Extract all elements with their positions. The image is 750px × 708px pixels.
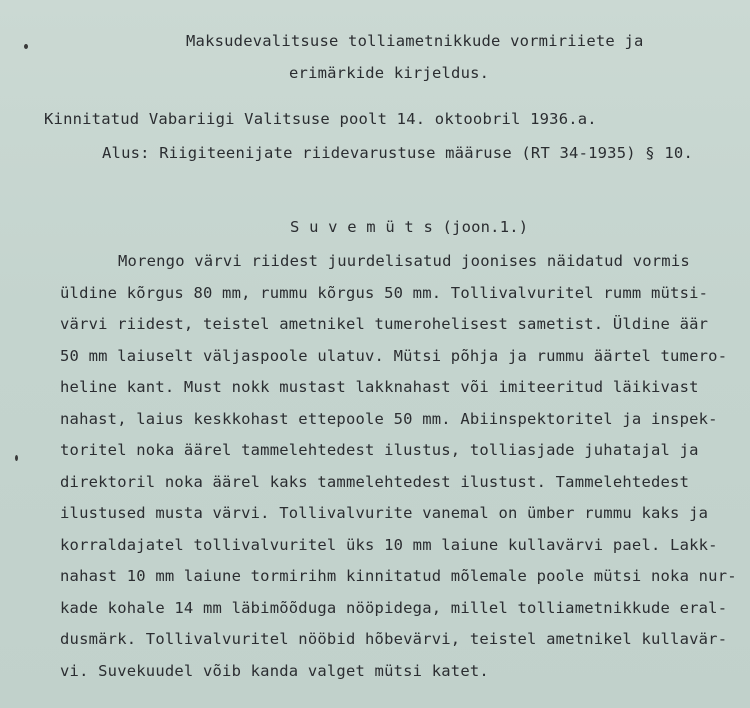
paragraph-line: ilustused musta värvi. Tollivalvurite vanemal on ümber rummu kaks ja <box>60 504 709 522</box>
paragraph-line: vi. Suvekuudel võib kanda valget mütsi katet. <box>60 661 489 680</box>
paragraph-line: nahast, laius keskkohast ettepoole 50 mm. Abiinspektoritel ja inspek- <box>60 409 718 428</box>
ink-spot <box>24 44 28 49</box>
paragraph-line: kade kohale 14 mm läbimõõduga nööpidega, millel tolliametnikkude eral- <box>60 598 728 617</box>
paragraph-line: nahast 10 mm laiune tormirihm kinnitatud mõlemale poole mütsi noka nur- <box>60 567 737 585</box>
paragraph-line: toritel noka äärel tammelehtedest ilustus, tolliasjade juhatajal ja <box>60 441 699 459</box>
legal-basis-line: Alus: Riigiteenijate riidevarustuse määruse (RT 34-1935) § 10. <box>102 144 693 162</box>
paragraph-line: korraldajatel tollivalvuritel üks 10 mm laiune kullavärvi pael. Lakk- <box>60 535 718 554</box>
section-title: S u v e m ü t s (joon.1.) <box>290 218 529 236</box>
paragraph-line: üldine kõrgus 80 mm, rummu kõrgus 50 mm. Tollivalvuritel rumm mütsi- <box>60 283 709 302</box>
paragraph-line: dusmärk. Tollivalvuritel nööbid hõbevärvi, teistel ametnikel kullavär- <box>60 630 728 648</box>
paragraph-line: heline kant. Must nokk mustast lakknahast või imiteeritud läikivast <box>60 378 699 396</box>
document-title-line-1: Maksudevalitsuse tolliametnikkude vormiriiete ja <box>186 32 644 50</box>
paragraph-line: direktoril noka äärel kaks tammelehtedest ilustust. Tammelehtedest <box>60 472 690 491</box>
document-title-line-2: erimärkide kirjeldus. <box>289 64 490 82</box>
ink-spot <box>15 455 18 461</box>
body-paragraph <box>60 252 737 695</box>
ratification-line: Kinnitatud Vabariigi Valitsuse poolt 14. oktoobril 1936.a. <box>44 110 597 128</box>
paragraph-line: värvi riidest, teistel ametnikel tumerohelisest sametist. Üldine äär <box>60 315 709 333</box>
paragraph-line: 50 mm laiuselt väljaspoole ulatuv. Mütsi põhja ja rummu äärtel tumero- <box>60 346 728 365</box>
paragraph-line: Morengo värvi riidest juurdelisatud joonises näidatud vormis <box>118 252 690 270</box>
